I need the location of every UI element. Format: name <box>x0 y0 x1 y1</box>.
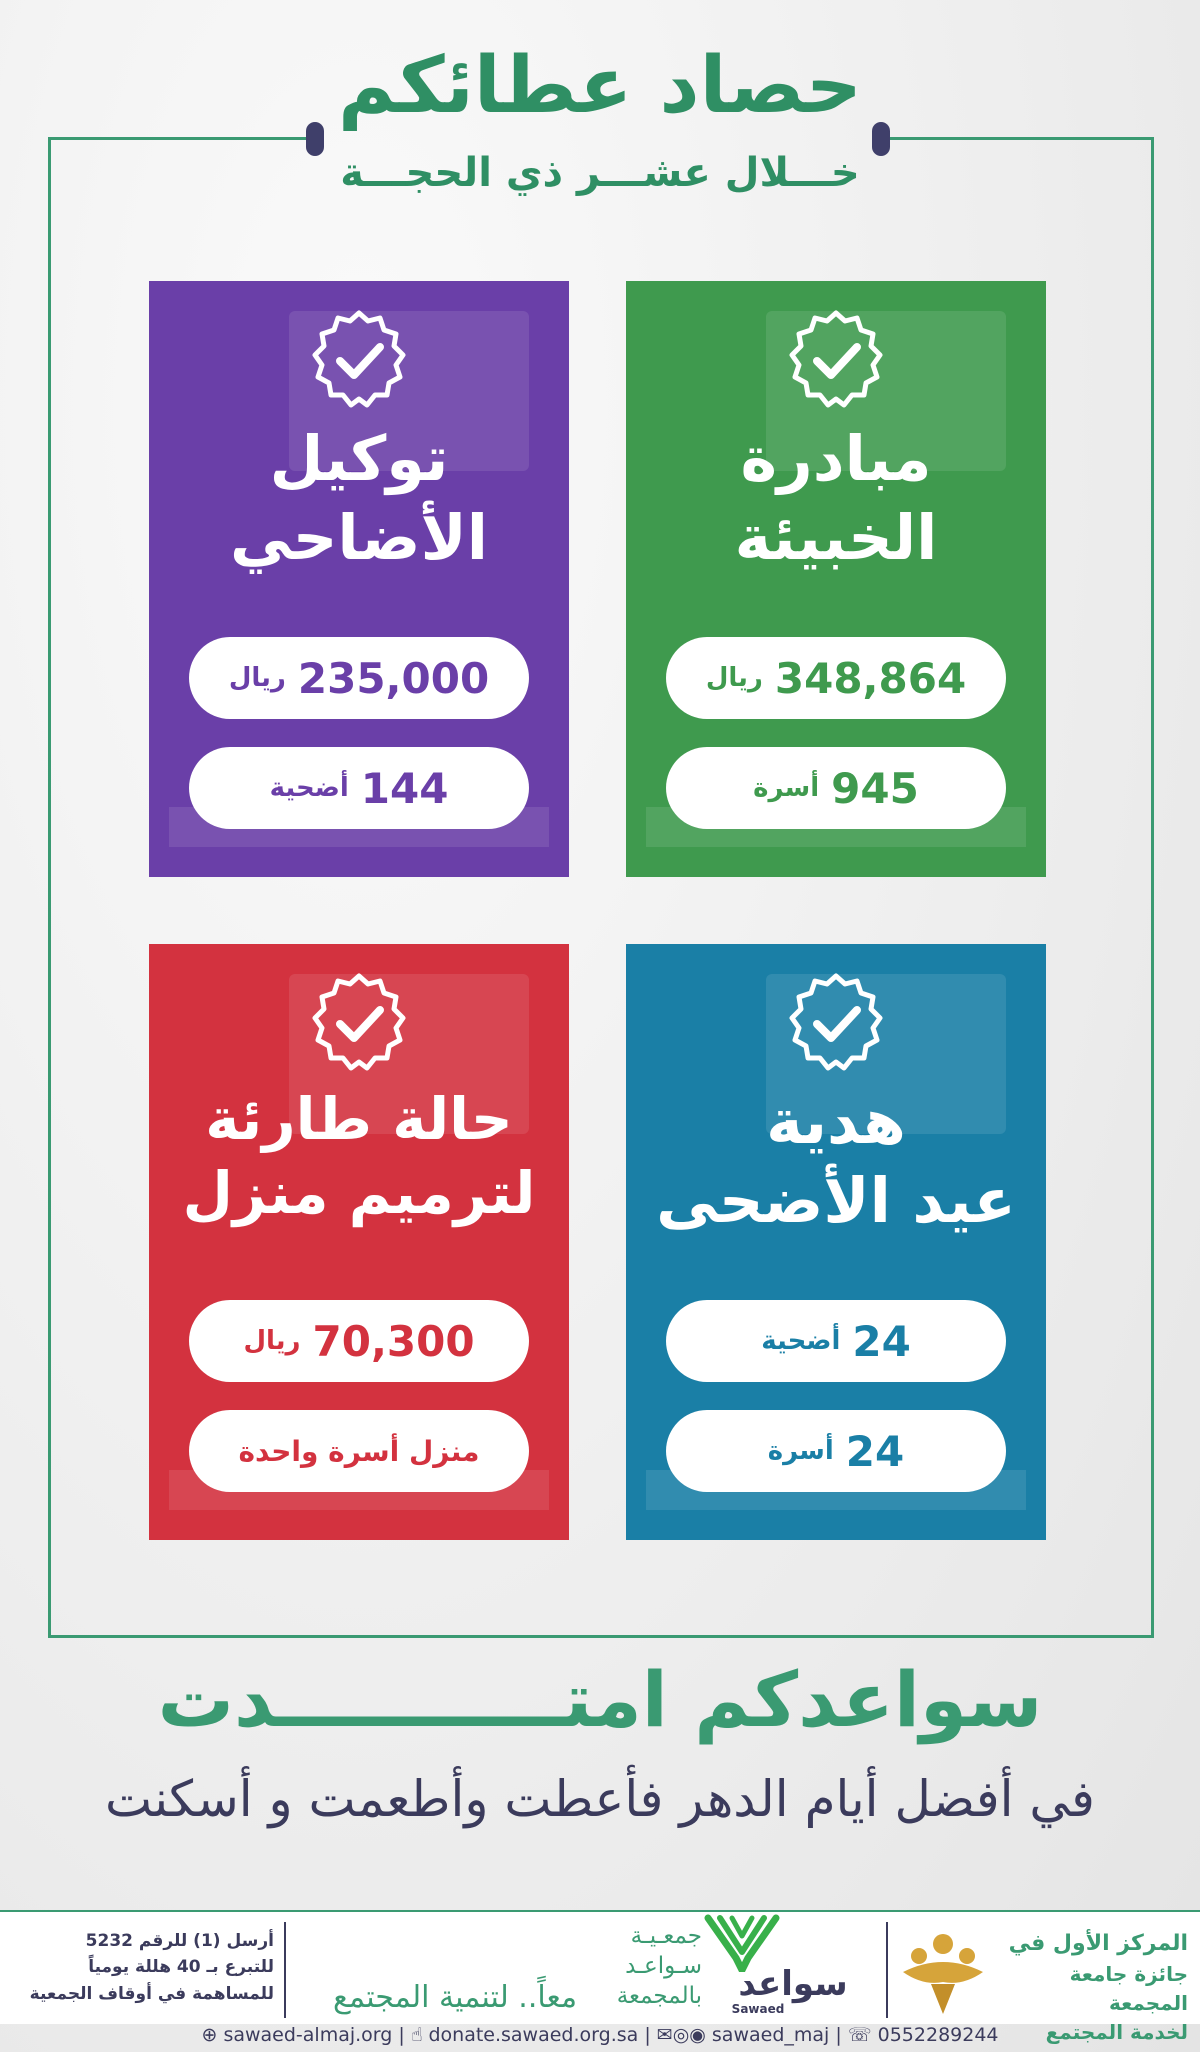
card-footer-graphic <box>646 1470 1026 1510</box>
brand-name-en: Sawaed <box>731 2002 785 2016</box>
tagline: معاً.. لتنمية المجتمع <box>332 1980 578 2015</box>
card-khabeea <box>626 281 1046 877</box>
card-footer-graphic <box>169 807 549 847</box>
footer-divider <box>886 1922 888 2018</box>
check-badge-icon <box>781 307 891 417</box>
count-pill: 945 أسرة <box>666 747 1006 829</box>
donate-hand-icon: ☝ <box>410 2024 423 2046</box>
check-badge-icon <box>304 970 414 1080</box>
amount-pill: 70,300 ريال <box>189 1300 529 1382</box>
check-badge-icon <box>781 970 891 1080</box>
contact-line: ⊕ sawaed-almaj.org | ☝ donate.sawaed.org.sa | ✉◎◉ sawaed_maj | ☏ 0552289244 <box>201 2024 999 2046</box>
page-subtitle: خـــلال عشـــر ذي الحجـــة <box>340 150 860 196</box>
brand-name-ar: سواعد <box>738 1964 848 2004</box>
card-footer-graphic <box>169 1470 549 1510</box>
social-icons: ✉◎◉ <box>656 2024 706 2046</box>
card-title: هدية عيد الأضحى <box>656 1085 1016 1238</box>
count-pill: 24 أسرة <box>666 1410 1006 1492</box>
phone-number[interactable]: 0552289244 <box>877 2024 999 2046</box>
footer-divider <box>284 1922 286 2018</box>
card-title: حالة طارئة لترميم منزل <box>182 1085 536 1228</box>
social-handle[interactable]: sawaed_maj <box>711 2024 830 2046</box>
sms-donation-text: أرسل (1) للرقم 5232 للتبرع بـ 40 هللة يومياً للمساهمة في أوقاف الجمعية <box>29 1931 274 2004</box>
card-footer-graphic <box>646 807 1026 847</box>
card-title: توكيل الأضاحي <box>229 422 489 575</box>
check-badge-icon <box>304 307 414 417</box>
card-eid-gift <box>626 944 1046 1540</box>
slogan-main: سواعدكم امتـــــــــــدت <box>157 1655 1043 1744</box>
card-adahi-proxy <box>149 281 569 877</box>
amount-pill: 235,000 ريال <box>189 637 529 719</box>
count-pill: 144 أضحية <box>189 747 529 829</box>
count-pill: منزل أسرة واحدة <box>189 1410 529 1492</box>
page-title: حصاد عطائكم <box>338 41 862 131</box>
amount-pill: 348,864 ريال <box>666 637 1006 719</box>
award-trophy-icon <box>893 1922 993 2018</box>
phone-icon: ☏ <box>847 2024 872 2046</box>
globe-icon: ⊕ <box>201 2024 218 2046</box>
count-pill: 24 أضحية <box>666 1300 1006 1382</box>
org-name: جمعـيـة سـواعـد بالمجمعة <box>616 1923 702 2009</box>
award-text: المركز الأول في جائزة جامعة المجمعة لخدمة المجتمع <box>1008 1931 1188 2044</box>
slogan-sub: في أفضل أيام الدهر فأعطت وأطعمت و أسكنت <box>105 1770 1095 1828</box>
donate-link[interactable]: donate.sawaed.org.sa <box>428 2024 639 2046</box>
card-emergency-house <box>149 944 569 1540</box>
website-link[interactable]: sawaed-almaj.org <box>223 2024 393 2046</box>
card-title: مبادرة الخبيئة <box>734 422 938 575</box>
